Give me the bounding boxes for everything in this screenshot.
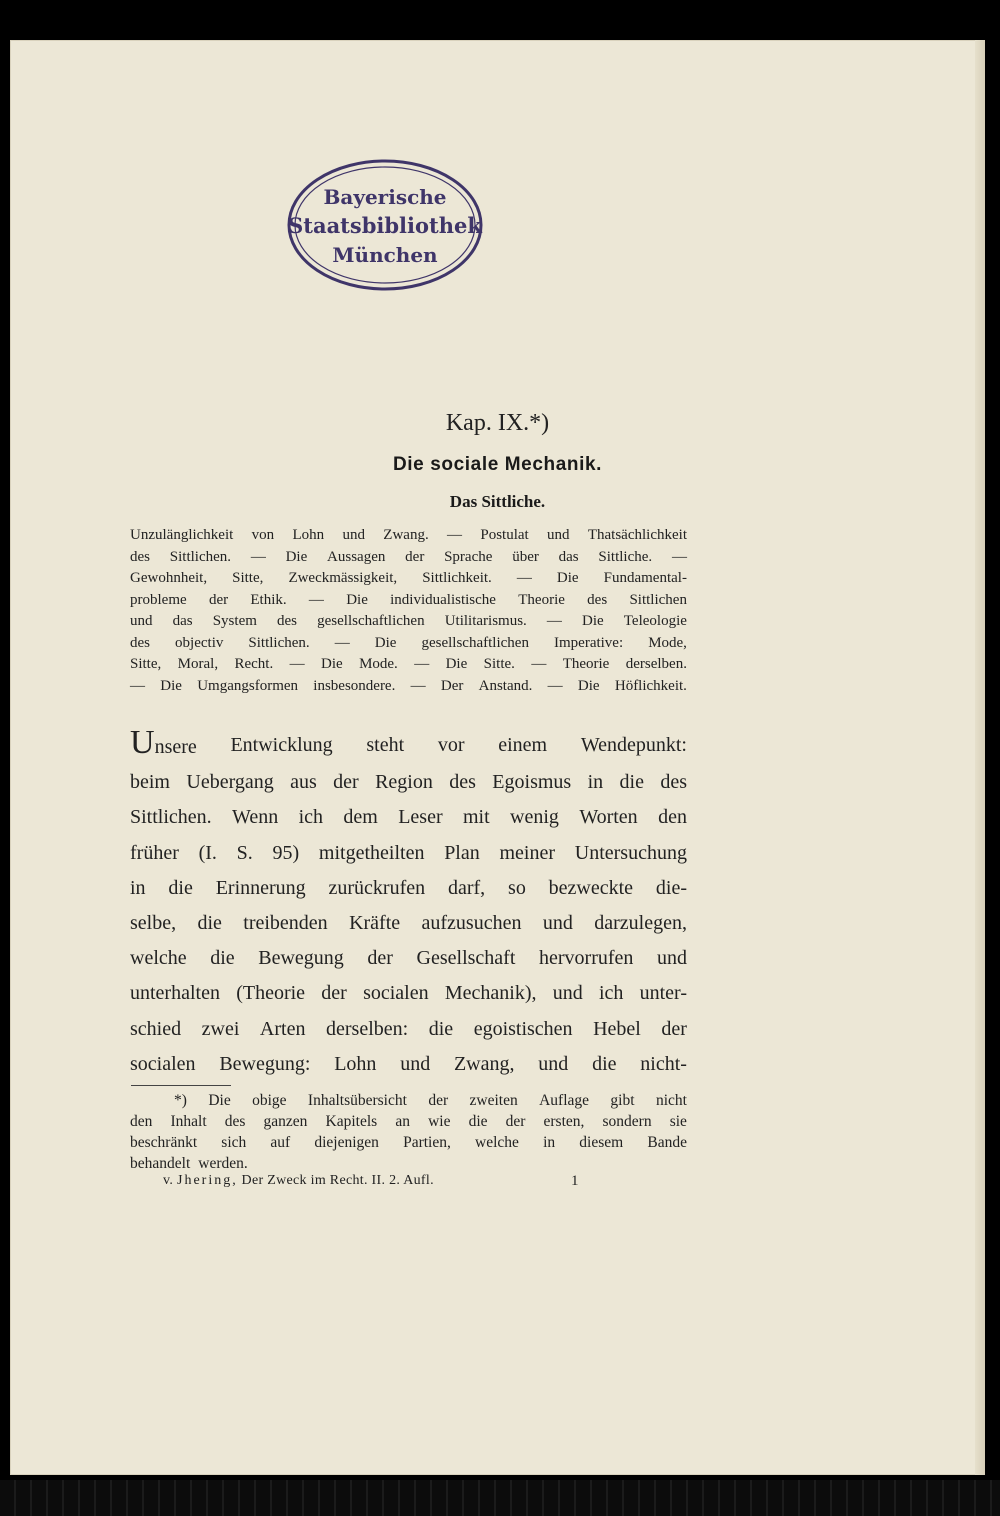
word: ich [598, 982, 624, 1005]
word: Die [160, 677, 182, 694]
word: Bewegung: [219, 1052, 311, 1075]
word: die [592, 1052, 617, 1075]
word: Auflage [539, 1092, 590, 1109]
word: Sittlichen [629, 591, 687, 608]
word: Kräfte [349, 912, 401, 935]
library-stamp [285, 155, 485, 295]
word: das [172, 613, 193, 629]
word: Unzulänglichkeit [130, 527, 234, 543]
word: meiner [499, 841, 556, 864]
word: gibt [610, 1092, 635, 1109]
word: gesellschaftlichen [317, 613, 425, 629]
word: Egoismus [492, 771, 572, 794]
word: — [447, 527, 463, 543]
word: — [547, 677, 563, 694]
word: Die [556, 570, 579, 586]
summary-line [130, 611, 687, 633]
word: Thatsächlichkeit [587, 527, 687, 543]
word: steht [366, 734, 405, 756]
word: und [547, 527, 570, 543]
word: socialen [363, 982, 429, 1005]
footnote-rule [131, 1085, 231, 1086]
word: System [212, 613, 257, 629]
word: — [289, 656, 305, 672]
word: Erinnerung [215, 876, 306, 899]
body-line [130, 836, 687, 871]
word: Moral, [177, 656, 219, 672]
word: einem [498, 734, 548, 756]
body-line [130, 976, 687, 1011]
word: der [321, 982, 347, 1005]
word: Sittlichen. [248, 634, 310, 651]
word: über [512, 548, 539, 565]
word: Kapitels [325, 1113, 378, 1130]
word: welche [475, 1134, 519, 1151]
word: individualistische [390, 591, 496, 608]
word: — [546, 613, 562, 629]
word: — [531, 656, 547, 672]
word: der [428, 1092, 449, 1109]
word: und [552, 982, 583, 1005]
word: Die [208, 1092, 231, 1109]
word: ersten, [543, 1113, 585, 1130]
word: auf [270, 1134, 291, 1151]
word: Gesellschaft [416, 947, 516, 970]
summary-line [130, 676, 687, 698]
word: Zwang. [383, 527, 429, 543]
word: Theorie [562, 656, 610, 672]
word: Worten [579, 806, 638, 829]
word: obige [252, 1092, 287, 1109]
word: darf, [447, 876, 486, 899]
word: der [333, 771, 359, 794]
word: Sitte, [130, 656, 162, 672]
body-text [130, 724, 687, 1082]
word: Imperative: [554, 634, 624, 651]
word: *) [174, 1092, 187, 1109]
scan-border [0, 1480, 1000, 1516]
word: Wenn [232, 806, 279, 829]
word: Fundamental- [603, 570, 687, 586]
word: (I. [198, 841, 217, 864]
body-line [130, 765, 687, 800]
word: sondern [602, 1113, 652, 1130]
word: Sittlichkeit. [422, 570, 492, 586]
body-line [130, 724, 687, 765]
word: des [277, 613, 298, 629]
summary-line [130, 525, 687, 547]
word: sie [669, 1113, 687, 1130]
chapter-heading: Kap. IX.*) [445, 410, 550, 436]
word: hervorrufen [539, 947, 634, 970]
word: S. [236, 841, 253, 864]
word: und [542, 912, 573, 935]
word: Entwicklung [230, 734, 333, 756]
word: beschränkt [130, 1134, 198, 1151]
summary-line [130, 590, 687, 612]
word: — [334, 634, 350, 651]
body-line [130, 906, 687, 941]
word: des [130, 634, 150, 651]
word: Die [346, 591, 368, 608]
word: aus [290, 771, 317, 794]
word: Anstand. [478, 677, 533, 694]
summary-line [130, 633, 687, 655]
word: — [308, 591, 324, 608]
word: das [558, 548, 579, 565]
word: Region [375, 771, 433, 794]
word: Die [582, 613, 604, 629]
word: Inhalt [170, 1113, 207, 1130]
word: treibenden [243, 912, 328, 935]
word: vor [437, 734, 465, 756]
word: Mechanik), [444, 982, 537, 1005]
word: den [658, 806, 687, 829]
word [130, 724, 197, 765]
drop-capital: U [130, 724, 155, 761]
word: Aussagen [327, 548, 386, 565]
word: Hebel [593, 1017, 641, 1040]
word: socialen [130, 1052, 196, 1075]
word: an [395, 1113, 410, 1130]
chapter-title: Die sociale Mechanik. [392, 454, 603, 475]
stamp-line-3: München [332, 243, 438, 267]
footer-title: Der Zweck im Recht. II. 2. Aufl. [241, 1173, 434, 1188]
word: der [505, 1113, 526, 1130]
word: früher [130, 841, 179, 864]
word: behandelt [130, 1155, 191, 1172]
word: Inhaltsübersicht [307, 1092, 407, 1109]
word: und [130, 613, 153, 629]
word: nicht [655, 1092, 687, 1109]
word: des [224, 1113, 246, 1130]
word: Untersuchung [574, 841, 687, 864]
word: diejenigen [314, 1134, 379, 1151]
word: Lohn [334, 1052, 377, 1075]
footnote-line [130, 1153, 687, 1174]
word: welche [130, 947, 187, 970]
word: — [414, 656, 430, 672]
word: die [468, 1113, 488, 1130]
word: der [405, 548, 425, 565]
word: wenig [510, 806, 559, 829]
word: probleme [130, 591, 187, 608]
word: — [671, 548, 687, 565]
summary-line [130, 568, 687, 590]
word: Theorie [518, 591, 565, 608]
word: — [516, 570, 532, 586]
word: Die [577, 677, 600, 694]
word: darzulegen, [594, 912, 687, 935]
chapter-subtitle: Das Sittliche. [449, 492, 546, 511]
word: unter- [639, 982, 687, 1005]
word: Umgangsformen [197, 677, 299, 694]
word: dem [343, 806, 378, 829]
summary-line [130, 547, 687, 569]
word: Sitte, [232, 570, 264, 586]
word: Wendepunkt: [580, 734, 687, 756]
word: Der [440, 677, 464, 694]
word: und [657, 947, 687, 970]
word: ganzen [263, 1113, 308, 1130]
word: Die [321, 656, 343, 672]
word: derselben. [625, 656, 687, 672]
word: so [508, 876, 526, 899]
word: (Theorie [236, 982, 306, 1005]
word: Gewohnheit, [130, 570, 208, 586]
word: die [619, 771, 644, 794]
word: und [538, 1052, 569, 1075]
word: objectiv [175, 634, 224, 651]
word: Die [285, 548, 308, 565]
word: die [168, 876, 193, 899]
word: Bande [647, 1134, 687, 1151]
word: der [208, 591, 229, 608]
footnote [130, 1090, 687, 1174]
word: diesem [579, 1134, 624, 1151]
footnote-line [130, 1132, 687, 1153]
word: und [400, 1052, 431, 1075]
word: Leser [398, 806, 443, 829]
word: des [130, 548, 150, 565]
word: die [197, 912, 222, 935]
word: sich [221, 1134, 247, 1151]
summary-line [130, 654, 687, 676]
word: die [210, 947, 235, 970]
book-page [10, 40, 985, 1475]
word: werden. [198, 1155, 248, 1172]
word: zurückrufen [328, 876, 426, 899]
word: aufzusuchen [421, 912, 522, 935]
word: der [661, 1017, 687, 1040]
word: Mode. [359, 656, 398, 672]
word: Recht. [234, 656, 274, 672]
body-line [130, 1012, 687, 1047]
word: wie [428, 1113, 451, 1130]
word: Plan [444, 841, 480, 864]
word: 95) [272, 841, 300, 864]
page-footer [163, 1173, 583, 1189]
word: zweiten [469, 1092, 518, 1109]
word: unterhalten [130, 982, 220, 1005]
page-number: 1 [571, 1173, 579, 1189]
word: der [367, 947, 393, 970]
word: beim [130, 771, 170, 794]
word: Sittliche. [598, 548, 653, 565]
word: schied [130, 1017, 182, 1040]
footer-prefix: v. [163, 1173, 174, 1188]
stamp-line-2: Staatsbibliothek [288, 213, 482, 238]
word: Partien, [403, 1134, 451, 1151]
word: die [428, 1017, 454, 1040]
word: Utilitarismus. [444, 613, 527, 629]
word: Zweckmässigkeit, [288, 570, 398, 586]
word: Sittlichen. [169, 548, 232, 565]
word: Postulat [480, 527, 529, 543]
footnote-line [130, 1090, 687, 1111]
word: des [660, 771, 687, 794]
word: Lohn [292, 527, 325, 543]
word: — [410, 677, 426, 694]
word: des [449, 771, 476, 794]
word: derselben: [326, 1017, 409, 1040]
word: gesellschaftlichen [421, 634, 529, 651]
word: egoistischen [473, 1017, 573, 1040]
word: von [251, 527, 275, 543]
word: den [130, 1113, 153, 1130]
word: Uebergang [186, 771, 274, 794]
word-remainder: nsere [154, 736, 197, 758]
word: Ethik. [250, 591, 287, 608]
word: in [543, 1134, 556, 1151]
word: Sitte. [483, 656, 515, 672]
body-line [130, 941, 687, 976]
footnote-line [130, 1111, 687, 1132]
word: — [250, 548, 266, 565]
word: zwei [201, 1017, 240, 1040]
word: mitgetheilten [318, 841, 425, 864]
word: in [587, 771, 604, 794]
word: Sprache [444, 548, 493, 565]
word: Die [374, 634, 397, 651]
word: Arten [259, 1017, 306, 1040]
word: die- [655, 876, 687, 899]
word: Mode, [648, 634, 687, 651]
word: Höflichkeit. [614, 677, 687, 694]
word: Teleologie [623, 613, 687, 629]
page-edge [975, 40, 985, 1475]
word: insbesondere. [313, 677, 396, 694]
word: nicht- [640, 1052, 687, 1075]
word: bezweckte [548, 876, 634, 899]
word: Zwang, [453, 1052, 515, 1075]
body-line [130, 871, 687, 906]
stamp-line-1: Bayerische [323, 185, 447, 209]
word: des [587, 591, 608, 608]
word: in [130, 876, 146, 899]
word: und [342, 527, 365, 543]
body-line [130, 1047, 687, 1082]
word: Sittlichen. [130, 806, 212, 829]
word: Die [445, 656, 468, 672]
word: — [130, 677, 145, 694]
footer-author: Jhering, [177, 1173, 238, 1188]
body-line [130, 800, 687, 835]
word: Bewegung [258, 947, 344, 970]
word: mit [463, 806, 490, 829]
word: selbe, [130, 912, 177, 935]
chapter-summary [130, 525, 687, 697]
word: ich [298, 806, 324, 829]
